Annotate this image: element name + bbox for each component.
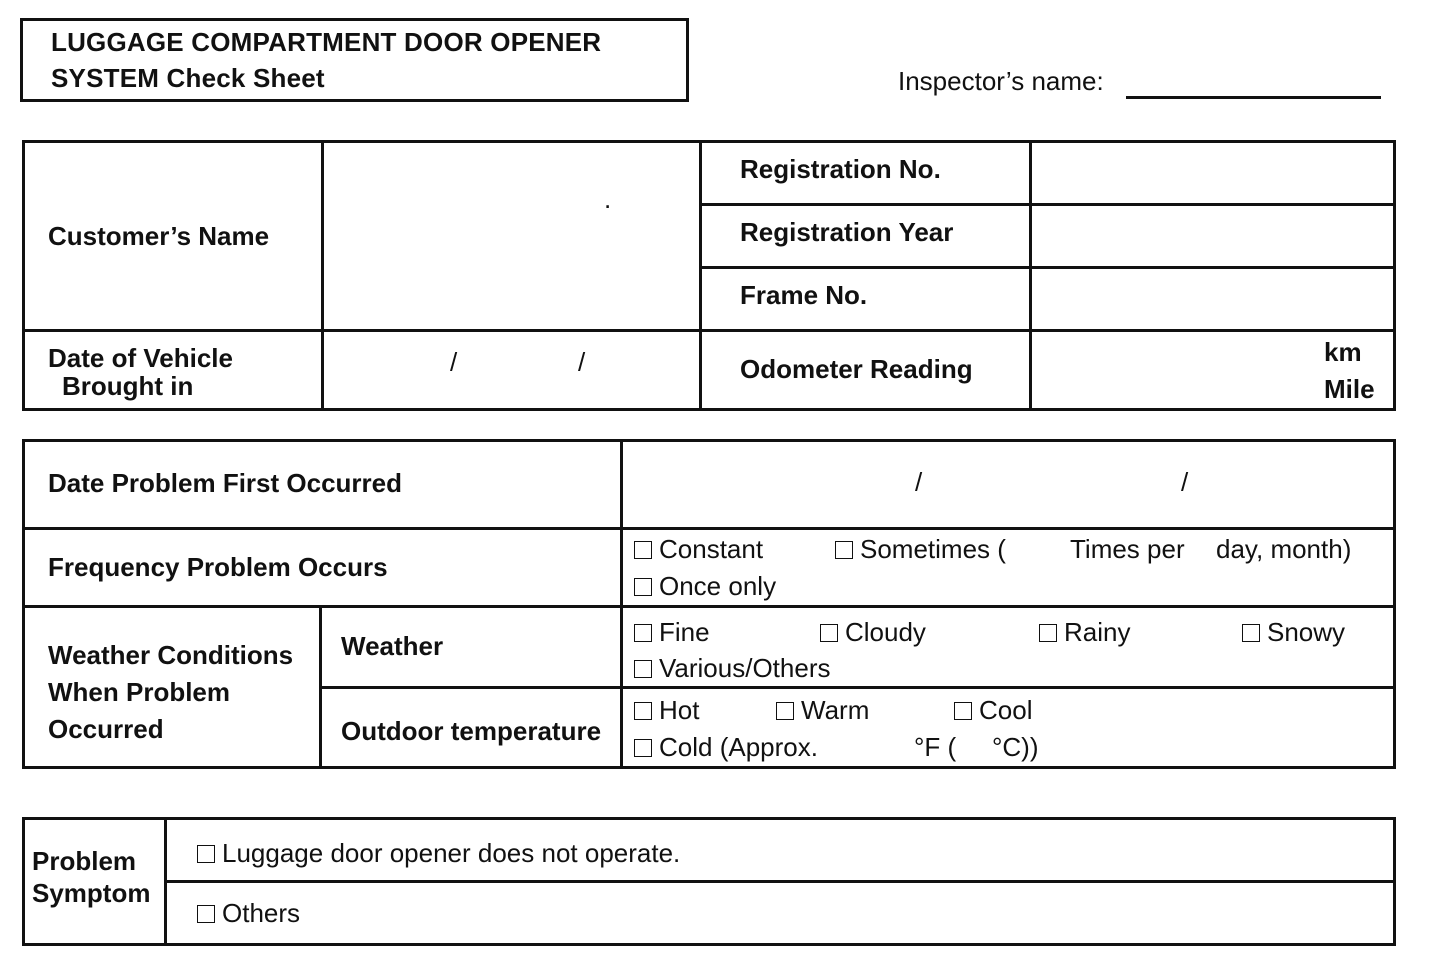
odometer-label: Odometer Reading [740, 354, 973, 384]
divider [699, 140, 702, 411]
weather-conditions-label-line3: Occurred [48, 714, 164, 744]
checkbox-icon[interactable] [1242, 624, 1260, 642]
divider [22, 605, 1396, 608]
customer-name-field[interactable] [324, 143, 699, 329]
frequency-times-per: Times per [1070, 534, 1185, 564]
weather-conditions-label-line2: When Problem [48, 677, 231, 707]
divider [319, 686, 1396, 689]
symptom-label-line2: Symptom [32, 878, 151, 908]
frequency-once-only[interactable]: Once only [634, 571, 776, 602]
date-separator: / [915, 467, 923, 497]
checkbox-icon[interactable] [634, 660, 652, 678]
frequency-sometimes[interactable]: Sometimes ( [835, 534, 1006, 565]
temperature-label: Outdoor temperature [341, 716, 602, 746]
checkbox-icon[interactable] [1039, 624, 1057, 642]
first-occurred-label: Date Problem First Occurred [48, 468, 402, 498]
date-brought-label-line2: Brought in [62, 371, 194, 401]
registration-year-field[interactable] [1032, 206, 1392, 266]
frequency-day-month: day, month) [1216, 534, 1352, 564]
checkbox-icon[interactable] [776, 702, 794, 720]
checkbox-icon[interactable] [954, 702, 972, 720]
checkbox-icon[interactable] [197, 905, 215, 923]
registration-no-label: Registration No. [740, 154, 941, 184]
date-separator: / [450, 347, 458, 377]
frame-no-field[interactable] [1032, 269, 1392, 329]
symptom-label-line1: Problem [32, 846, 137, 876]
date-brought-label-line1: Date of Vehicle [48, 343, 233, 373]
title-line-2: SYSTEM Check Sheet [51, 63, 325, 93]
weather-various[interactable]: Various/Others [634, 653, 830, 684]
title-line-1: LUGGAGE COMPARTMENT DOOR OPENER [51, 27, 602, 57]
checkbox-icon[interactable] [835, 541, 853, 559]
weather-cloudy[interactable]: Cloudy [820, 617, 926, 648]
weather-conditions-label-line1: Weather Conditions [48, 640, 294, 670]
divider [22, 527, 1396, 530]
temperature-cold[interactable]: Cold (Approx. [634, 732, 818, 763]
checkbox-icon[interactable] [197, 845, 215, 863]
symptom-others[interactable]: Others [197, 898, 300, 929]
first-occurred-date-field[interactable] [623, 442, 1393, 527]
customer-name-label: Customer’s Name [48, 221, 270, 251]
inspector-label: Inspector’s name: [898, 66, 1104, 96]
temperature-deg-c: °C)) [992, 732, 1039, 762]
symptom-opener-not-operate[interactable]: Luggage door opener does not operate. [197, 838, 680, 869]
date-brought-field[interactable] [324, 332, 699, 408]
temperature-deg-f: °F ( [914, 732, 957, 762]
frequency-constant[interactable]: Constant [634, 534, 763, 565]
registration-year-label: Registration Year [740, 217, 954, 247]
weather-label: Weather [341, 631, 444, 661]
checkbox-icon[interactable] [634, 624, 652, 642]
temperature-hot[interactable]: Hot [634, 695, 699, 726]
checkbox-icon[interactable] [634, 541, 652, 559]
checkbox-icon[interactable] [634, 702, 652, 720]
checkbox-icon[interactable] [634, 739, 652, 757]
unit-km: km [1324, 337, 1362, 367]
checkbox-icon[interactable] [820, 624, 838, 642]
temperature-cool[interactable]: Cool [954, 695, 1032, 726]
customer-name-mark: . [604, 184, 612, 214]
divider [164, 880, 1396, 883]
weather-snowy[interactable]: Snowy [1242, 617, 1345, 648]
frame-no-label: Frame No. [740, 280, 868, 310]
date-separator: / [1181, 467, 1189, 497]
temperature-warm[interactable]: Warm [776, 695, 869, 726]
weather-fine[interactable]: Fine [634, 617, 710, 648]
inspector-name-field[interactable] [1126, 96, 1381, 99]
checkbox-icon[interactable] [634, 578, 652, 596]
odometer-field[interactable] [1032, 332, 1392, 408]
unit-mile: Mile [1324, 374, 1375, 404]
title-box [20, 18, 689, 102]
registration-no-field[interactable] [1032, 143, 1392, 203]
frequency-label: Frequency Problem Occurs [48, 552, 388, 582]
weather-rainy[interactable]: Rainy [1039, 617, 1130, 648]
date-separator: / [578, 347, 586, 377]
